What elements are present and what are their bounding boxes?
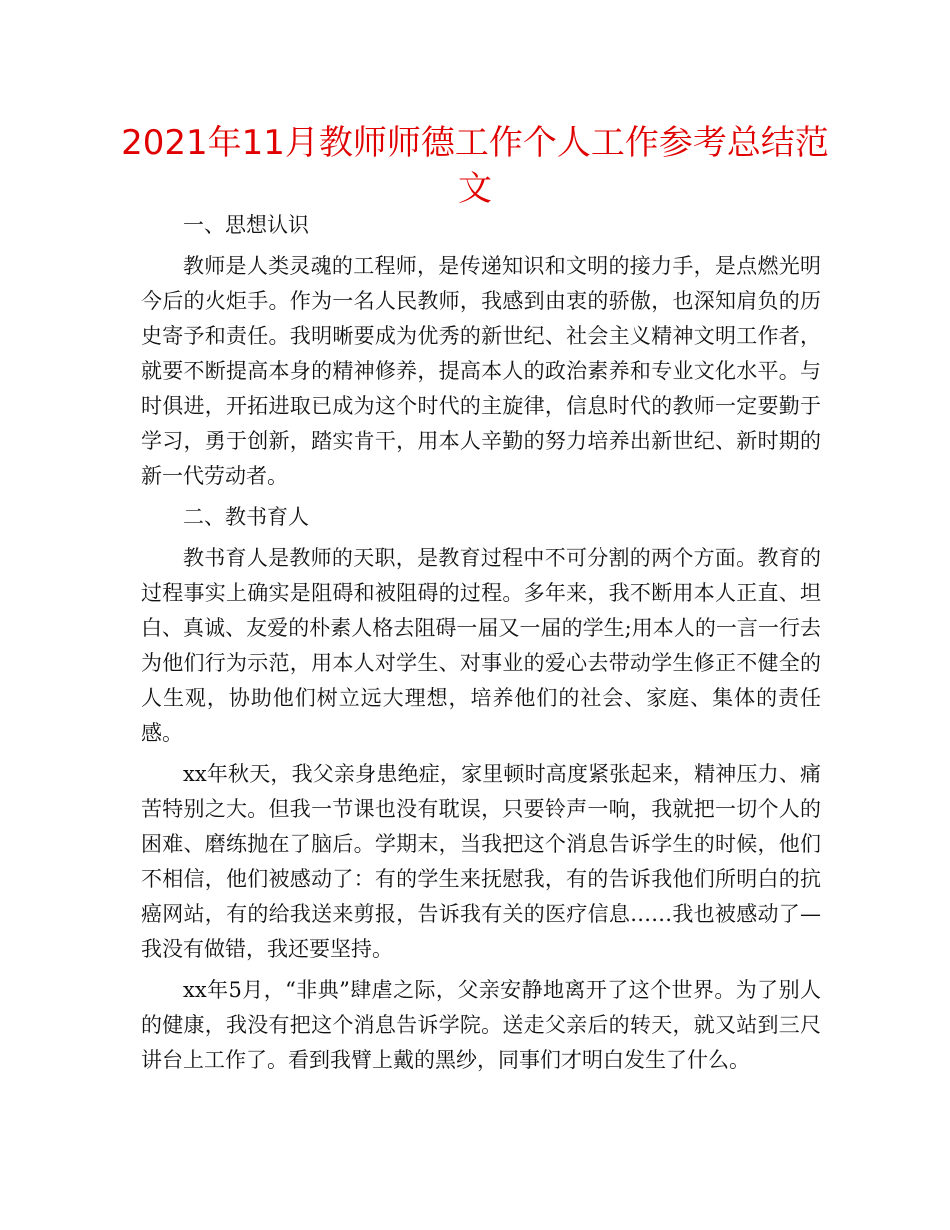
section-heading: 二、教书育人 (183, 505, 309, 529)
paragraph: xx年5月，“非典”肆虐之际，父亲安静地离开了这个世界。为了别人的健康，我没有把这个消息告诉学院。送走父亲后的转天，就又站到三尺讲台上工作了。看到我臂上戴的黑纱，同事们才明白发生了什么。 (141, 978, 821, 1072)
paragraph: 教书育人是教师的天职，是教育过程中不可分割的两个方面。教育的过程事实上确实是阻碍和被阻碍的过程。多年来，我不断用本人正直、坦白、真诚、友爱的朴素人格去阻碍一届又一届的学生;用本人的一言一行去为他们行为示范，用本人对学生、对事业的爱心去带动学生修正不健全的人生观，协助他们树立远大理想，培养他们的社会、家庭、集体的责任感。 (141, 546, 821, 745)
document-title: 2021年11月教师师德工作个人工作参考总结范文 (121, 123, 829, 209)
paragraph: xx年秋天，我父亲身患绝症，家里顿时高度紧张起来，精神压力、痛苦特别之大。但我一节课也没有耽误，只要铃声一响，我就把一切个人的困难、磨练抛在了脑后。学期末，当我把这个消息告诉学生的时候，他们不相信，他们被感动了：有的学生来抚慰我，有的告诉我他们所明白的抗癌网站，有的给我送来剪报，告诉我有关的医疗信息……我也被感动了—我没有做错，我还要坚持。 (141, 762, 821, 961)
section-heading: 一、思想认识 (183, 213, 309, 237)
document-body (141, 208, 821, 1084)
paragraph: 教师是人类灵魂的工程师，是传递知识和文明的接力手，是点燃光明今后的火炬手。作为一名人民教师，我感到由衷的骄傲，也深知肩负的历史寄予和责任。我明晰要成为优秀的新世纪、社会主义精神文明工作者，就要不断提高本身的精神修养，提高本人的政治素养和专业文化水平。与时俱进，开拓进取已成为这个时代的主旋律，信息时代的教师一定要勤于学习，勇于创新，踏实肯干，用本人辛勤的努力培养出新世纪、新时期的新一代劳动者。 (141, 254, 821, 488)
